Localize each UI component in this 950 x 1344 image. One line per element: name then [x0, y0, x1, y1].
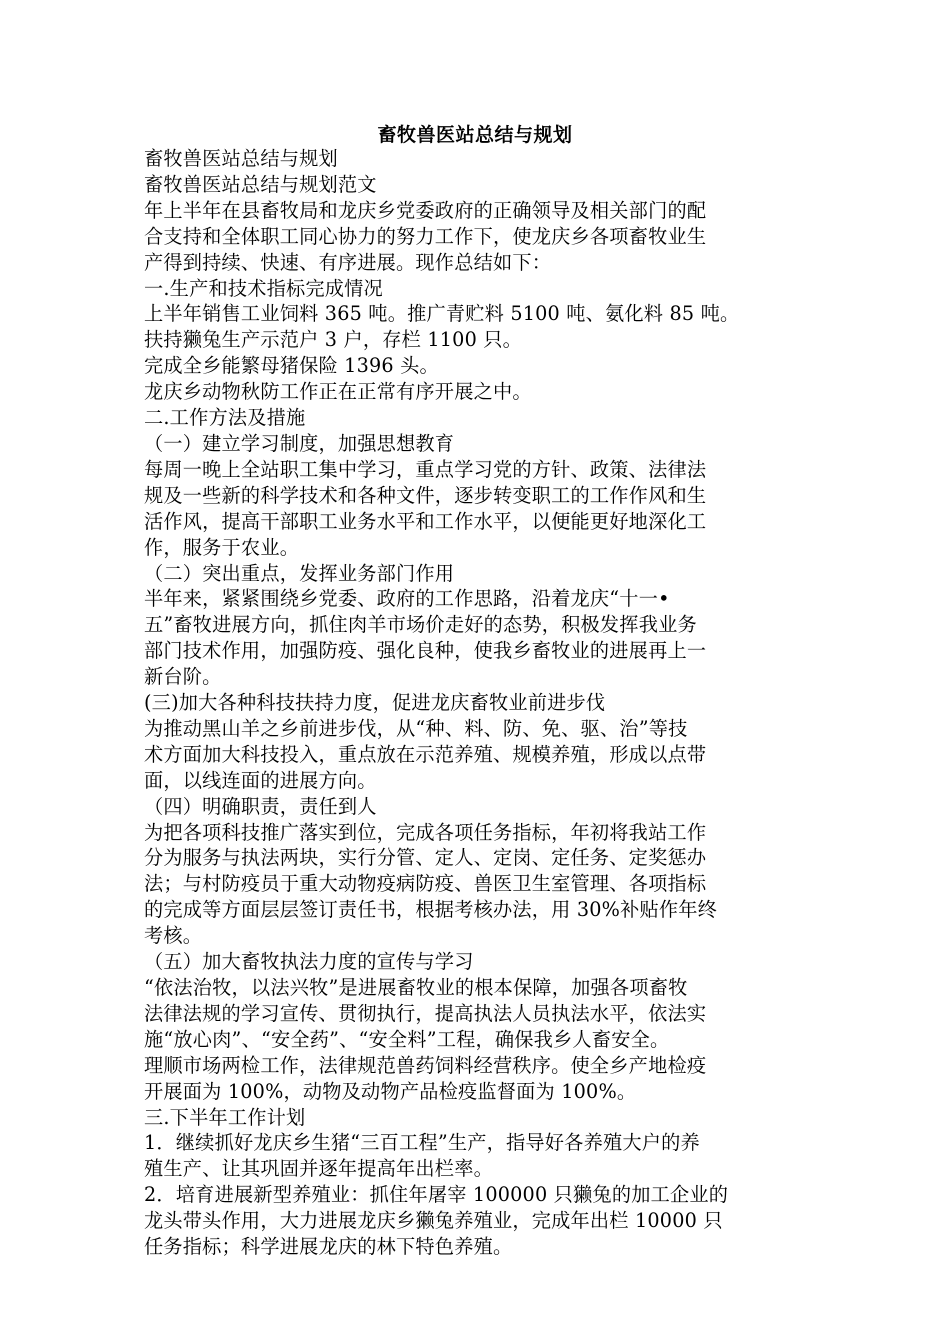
text-line: 一.生产和技术指标完成情况: [144, 276, 383, 300]
text-line: 扶持獭兔生产示范户 3 户，存栏 1100 只。: [144, 328, 523, 352]
text-line: 龙头带头作用，大力进展龙庆乡獭兔养殖业，完成年出栏 10000 只: [144, 1209, 723, 1233]
text-line: 法；与村防疫员于重大动物疫病防疫、兽医卫生室管理、各项指标: [144, 872, 707, 896]
text-line: 半年来，紧紧围绕乡党委、政府的工作思路，沿着龙庆“十一•: [144, 587, 670, 611]
text-line: 作，服务于农业。: [144, 535, 300, 559]
text-line: 每周一晚上全站职工集中学习，重点学习党的方针、政策、法律法: [144, 457, 707, 481]
text-line: 合支持和全体职工同心协力的努力工作下，使龙庆乡各项畜牧业生: [144, 224, 707, 248]
text-line: (三)加大各种科技扶持力度，促进龙庆畜牧业前进步伐: [144, 691, 606, 715]
text-line: （四）明确职责，责任到人: [144, 794, 377, 818]
text-line: 2．培育进展新型养殖业：抓住年屠宰 100000 只獭兔的加工企业的: [144, 1183, 729, 1207]
text-line: 为把各项科技推广落实到位，完成各项任务指标，年初将我站工作: [144, 820, 707, 844]
text-line: 二.工作方法及措施: [144, 406, 306, 430]
text-line: 五”畜牧进展方向，抓住肉羊市场价走好的态势，积极发挥我业务: [144, 613, 697, 637]
text-line: （二）突出重点，发挥业务部门作用: [144, 561, 455, 585]
text-line: 三.下半年工作计划: [144, 1105, 306, 1129]
text-line: 殖生产、让其巩固并逐年提高年出栏率。: [144, 1157, 493, 1181]
text-line: 为推动黑山羊之乡前进步伐，从“种、料、防、免、驱、治”等技: [144, 716, 688, 740]
text-line: 的完成等方面层层签订责任书，根据考核办法，用 30%补贴作年终: [144, 898, 718, 922]
text-line: “依法治牧，以法兴牧”是进展畜牧业的根本保障，加强各项畜牧: [144, 976, 688, 999]
document-body: [144, 146, 814, 1260]
text-line: （五）加大畜牧执法力度的宣传与学习: [144, 950, 474, 974]
document-title: 畜牧兽医站总结与规划: [377, 124, 573, 146]
text-line: 分为服务与执法两块，实行分管、定人、定岗、定任务、定奖惩办: [144, 846, 707, 870]
text-line: 新台阶。: [144, 665, 222, 689]
text-line: 规及一些新的科学技术和各种文件，逐步转变职工的工作作风和生: [144, 483, 707, 507]
text-line: 施“放心肉”、“安全药”、“安全料”工程，确保我乡人畜安全。: [144, 1027, 670, 1051]
text-line: 上半年销售工业饲料 365 吨。推广青贮料 5100 吨、氨化料 85 吨。: [144, 302, 740, 326]
text-line: 畜牧兽医站总结与规划范文: [144, 172, 377, 196]
text-line: （一）建立学习制度，加强思想教育: [144, 431, 455, 455]
text-line: 术方面加大科技投入，重点放在示范养殖、规模养殖，形成以点带: [144, 742, 707, 766]
text-line: 年上半年在县畜牧局和龙庆乡党委政府的正确领导及相关部门的配: [144, 198, 707, 222]
text-line: 活作风，提高干部职工业务水平和工作水平，以便能更好地深化工: [144, 509, 707, 533]
text-line: 完成全乡能繁母猪保险 1396 头。: [144, 354, 439, 378]
text-line: 面，以线连面的进展方向。: [144, 768, 377, 792]
text-line: 考核。: [144, 924, 203, 948]
text-line: 法律法规的学习宣传、贯彻执行，提高执法人员执法水平，依法实: [144, 1001, 707, 1025]
text-line: 畜牧兽医站总结与规划: [144, 147, 338, 170]
text-line: 龙庆乡动物秋防工作正在正常有序开展之中。: [144, 380, 532, 404]
text-line: 理顺市场两检工作，法律规范兽药饲料经营秩序。使全乡产地检疫: [144, 1053, 707, 1077]
text-line: 1．继续抓好龙庆乡生猪“三百工程”生产，指导好各养殖大户的养: [144, 1131, 700, 1155]
text-line: 产得到持续、快速、有序进展。现作总结如下：: [144, 250, 552, 274]
text-line: 开展面为 100%，动物及动物产品检疫监督面为 100%。: [144, 1079, 637, 1103]
text-line: 任务指标；科学进展龙庆的林下特色养殖。: [144, 1235, 513, 1259]
text-line: 部门技术作用，加强防疫、强化良种，使我乡畜牧业的进展再上一: [144, 639, 707, 663]
